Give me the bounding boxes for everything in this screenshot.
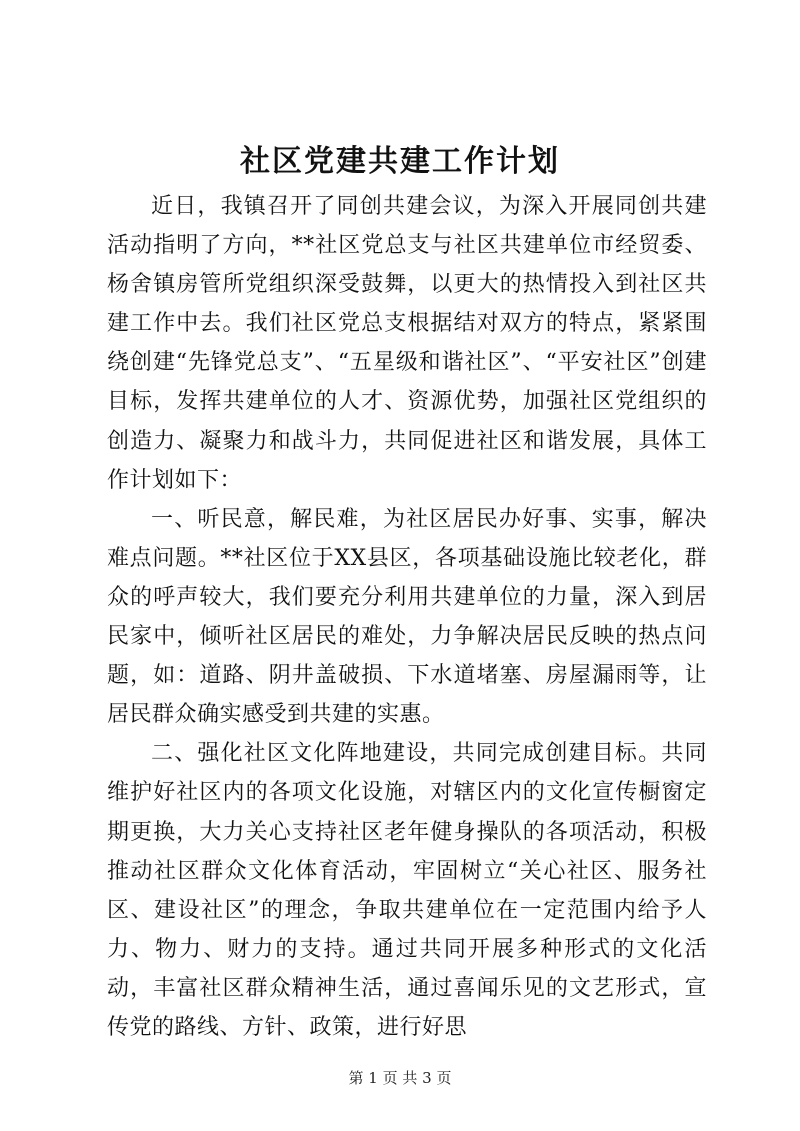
paragraph-item-one: 一、听民意，解民难，为社区居民办好事、实事，解决难点问题。**社区位于XX县区，各项基础设施比较老化，群众的呼声较大，我们要充分利用共建单位的力量，深入到居民家中，倾听社区居民的难处，力争解决居民反映的热点问题，如：道路、阴井盖破损、下水道堵塞、房屋漏雨等，让居民群众确实感受到共建的实惠。 <box>107 506 707 728</box>
document-body <box>107 187 707 1047</box>
document-title: 社区党建共建工作计划 <box>240 144 560 179</box>
paragraph-intro: 近日，我镇召开了同创共建会议，为深入开展同创共建活动指明了方向，**社区党总支与社区共建单位市经贸委、杨舍镇房管所党组织深受鼓舞，以更大的热情投入到社区共建工作中去。我们社区党总支根据结对双方的特点，紧紧围绕创建“先锋党总支”、“五星级和谐社区”、“平安社区”创建目标，发挥共建单位的人才、资源优势，加强社区党组织的创造力、凝聚力和战斗力，共同促进社区和谐发展，具体工作计划如下： <box>107 194 707 493</box>
paragraph-item-two: 二、强化社区文化阵地建设，共同完成创建目标。共同维护好社区内的各项文化设施，对辖区内的文化宣传橱窗定期更换，大力关心支持社区老年健身操队的各项活动，积极推动社区群众文化体育活动，牢固树立“关心社区、服务社区、建设社区”的理念，争取共建单位在一定范围内给予人力、物力、财力的支持。通过共同开展多种形式的文化活动，丰富社区群众精神生活，通过喜闻乐见的文艺形式，宣传党的路线、方针、政策，进行好思 <box>107 741 707 1040</box>
page-number-footer: 第 1 页 共 3 页 <box>348 1069 452 1087</box>
